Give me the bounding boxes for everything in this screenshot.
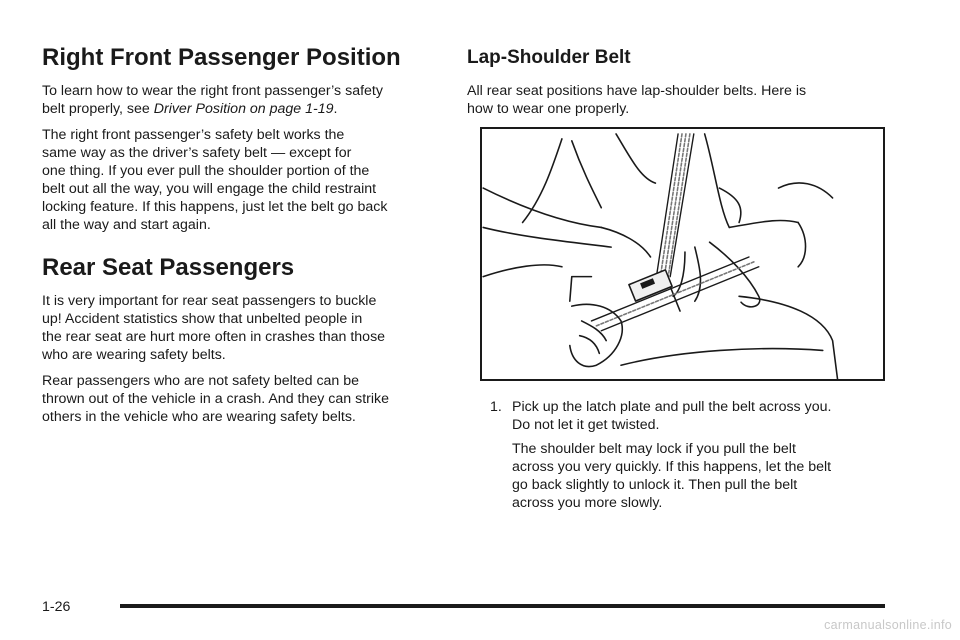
watermark: carmanualsonline.info <box>824 618 952 632</box>
footer-rule <box>120 604 885 608</box>
heading-rear-seat-passengers: Rear Seat Passengers <box>42 254 295 281</box>
step-1-text: Pick up the latch plate and pull the belt across you. Do not let it get twisted. <box>512 399 832 433</box>
heading-lap-shoulder-belt: Lap-Shoulder Belt <box>467 47 631 68</box>
belt-illustration <box>480 127 885 381</box>
page-number: 1-26 <box>42 599 71 615</box>
heading-right-front-passenger: Right Front Passenger Position <box>42 44 401 71</box>
paragraph-important: It is very important for rear seat passengers to buckle up! Accident statistics show that unbelted people in the rear seat are hurt more often in crashes than those who are wearing safety belts. <box>42 293 386 363</box>
step-1-number: 1. <box>490 399 502 415</box>
driver-position-reference[interactable]: Driver Position on page 1-19 <box>153 101 334 117</box>
paragraph-lap-intro: All rear seat positions have lap-shoulder belts. Here is how to wear one properly. <box>467 83 807 117</box>
paragraph-unbelted: Rear passengers who are not safety belted can be thrown out of the vehicle in a crash. And they can strike others in the vehicle who are wearing safety belts. <box>42 373 389 425</box>
paragraph-belt-works: The right front passenger’s safety belt works the same way as the driver’s safety belt — except for one thing. If you ever pull the shoulder portion of the belt out all the way, you will engage the child restraint locking feature. If this happens, just let the belt go back all the way and start again. <box>42 127 388 233</box>
paragraph-learn-how-end: . <box>333 101 338 117</box>
step-1-note: The shoulder belt may lock if you pull the belt across you very quickly. If this happens, let the belt go back slightly to unlock it. Then pull the belt across you more slowly. <box>512 441 832 511</box>
paragraph-learn-how-text: To learn how to wear the right front passenger’s safety belt properly, see <box>42 83 383 117</box>
paragraph-learn-how <box>42 82 454 118</box>
